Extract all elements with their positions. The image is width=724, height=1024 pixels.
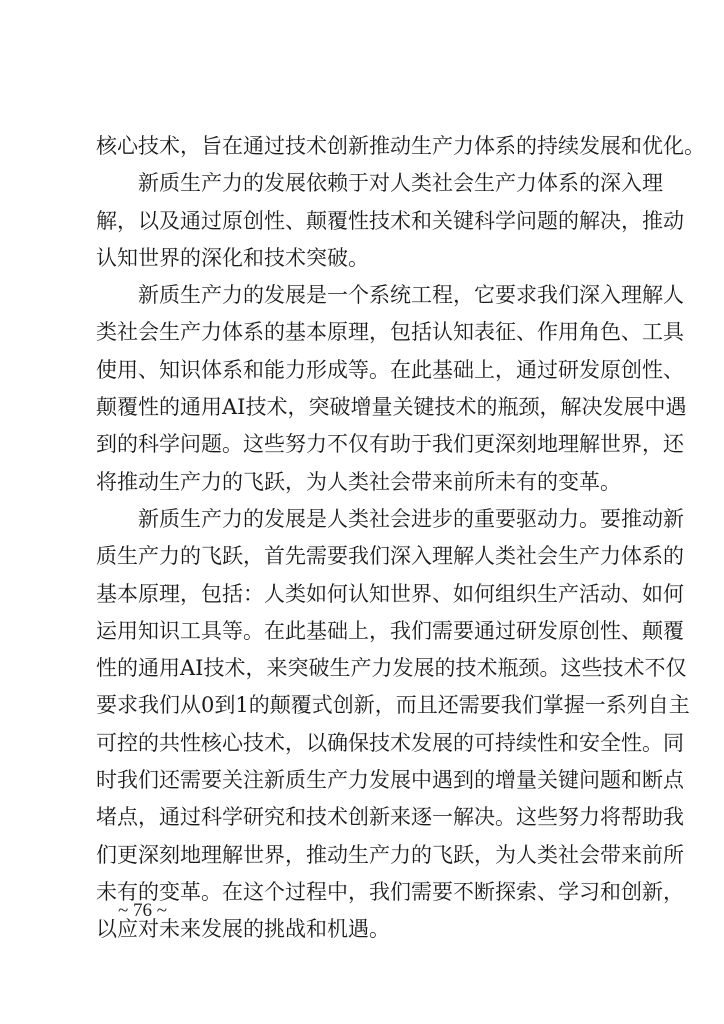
page-number: ~ 76 ~ [118,900,168,921]
text-line: 使用、知识体系和能力形成等。在此基础上，通过研发原创性、 [96,357,684,382]
text-line: 堵点，通过科学研究和技术创新来逐一解决。这些努力将帮助我 [96,805,684,830]
text-line: 类社会生产力体系的基本原理，包括认知表征、作用角色、工具 [96,320,684,345]
text-line: 新质生产力的发展依赖于对人类社会生产力体系的深入理 [138,171,663,196]
text-line: 运用知识工具等。在此基础上，我们需要通过研发原创性、颠覆 [96,618,684,643]
text-line: 解，以及通过原创性、颠覆性技术和关键科学问题的解决，推动 [96,208,684,233]
text-line: 要求我们从0到1的颠覆式创新，而且还需要我们掌握一系列自主 [96,693,690,718]
text-line: 们更深刻地理解世界，推动生产力的飞跃，为人类社会带来前所 [96,842,684,867]
text-line: 新质生产力的发展是人类社会进步的重要驱动力。要推动新 [138,506,684,531]
text-line: 性的通用AI技术，来突破生产力发展的技术瓶颈。这些技术不仅 [96,656,687,681]
text-line: 以应对未来发展的挑战和机遇。 [96,917,390,942]
text-line: 核心技术，旨在通过技术创新推动生产力体系的持续发展和优化。 [96,134,705,158]
text-line: 到的科学问题。这些努力不仅有助于我们更深刻地理解世界，还 [96,432,684,457]
text-line: 可控的共性核心技术，以确保技术发展的可持续性和安全性。同 [96,730,684,755]
text-line: 基本原理，包括：人类如何认知世界、如何组织生产活动、如何 [96,581,684,606]
text-line: 未有的变革。在这个过程中，我们需要不断探索、学习和创新， [96,879,684,904]
body-text [96,128,705,949]
text-line: 颠覆性的通用AI技术，突破增量关键技术的瓶颈，解决发展中遇 [96,395,687,420]
text-line: 新质生产力的发展是一个系统工程，它要求我们深入理解人 [138,283,684,308]
text-line: 将推动生产力的飞跃，为人类社会带来前所未有的变革。 [96,469,621,494]
text-line: 时我们还需要关注新质生产力发展中遇到的增量关键问题和断点 [96,768,684,793]
text-line: 认知世界的深化和技术突破。 [96,245,369,270]
text-line: 质生产力的飞跃，首先需要我们深入理解人类社会生产力体系的 [96,544,684,569]
